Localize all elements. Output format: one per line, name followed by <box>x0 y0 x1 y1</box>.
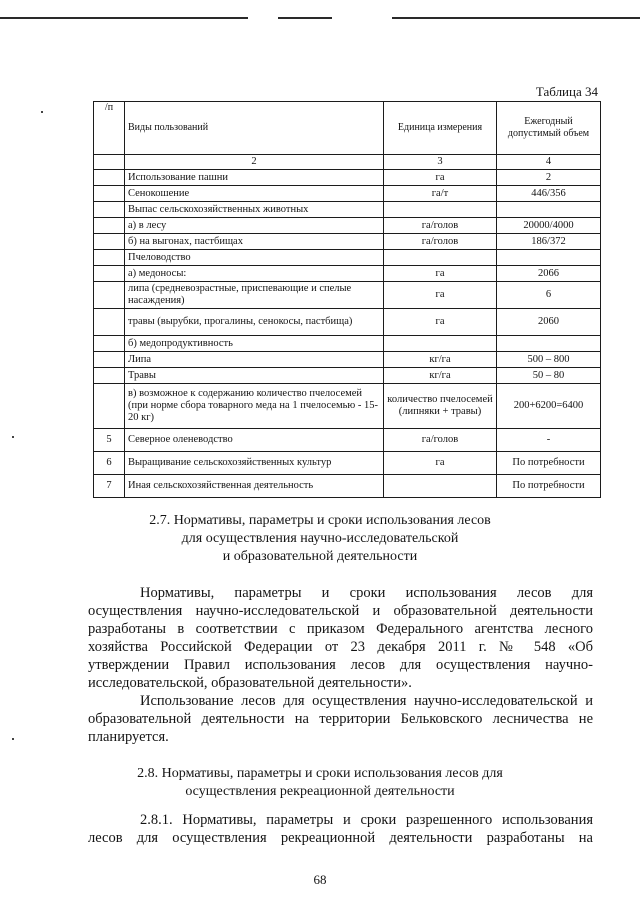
text-line: образовательной деятельности на территории Бельковского лесничества не <box>88 711 593 727</box>
scan-speck <box>12 738 14 740</box>
row-num: 6 <box>94 452 125 475</box>
row-kind: а) в лесу <box>125 218 384 234</box>
scan-edge-gap <box>332 16 392 19</box>
text-line: лесов для осуществления рекреационной деятельности разработаны на <box>88 830 593 846</box>
column-number-cell: 2 <box>125 155 384 170</box>
header-volume: Ежегодный допустимый объем <box>497 102 601 155</box>
row-kind: Выращивание сельскохозяйственных культур <box>125 452 384 475</box>
row-kind: б) на выгонах, пастбищах <box>125 234 384 250</box>
table-row <box>94 186 601 202</box>
row-unit <box>384 250 497 266</box>
header-unit: Единица измерения <box>384 102 497 155</box>
row-volume: 50 – 80 <box>497 368 601 384</box>
column-number-cell: 4 <box>497 155 601 170</box>
row-num <box>94 202 125 218</box>
row-num <box>94 186 125 202</box>
row-kind: а) медоносы: <box>125 266 384 282</box>
row-num <box>94 282 125 309</box>
row-volume: 2060 <box>497 309 601 336</box>
row-unit: га <box>384 170 497 186</box>
row-kind: Сенокошение <box>125 186 384 202</box>
row-volume <box>497 250 601 266</box>
table-row <box>94 475 601 498</box>
page-number: 68 <box>313 872 327 887</box>
row-num: 7 <box>94 475 125 498</box>
row-num <box>94 336 125 352</box>
text-line: 2.8.1. Нормативы, параметры и сроки разрешенного использования <box>140 812 593 828</box>
section-2-8-paragraph-1 <box>88 811 593 847</box>
row-volume: По потребности <box>497 452 601 475</box>
row-volume: 20000/4000 <box>497 218 601 234</box>
text-line: разработаны в соответствии с приказом Федерального агентства лесного <box>88 621 593 637</box>
heading-line: осуществления рекреационной деятельности <box>185 784 455 799</box>
scan-edge-gap <box>248 16 278 19</box>
table-row <box>94 250 601 266</box>
table-row <box>94 336 601 352</box>
table-row <box>94 452 601 475</box>
row-num <box>94 384 125 429</box>
row-kind: травы (вырубки, прогалины, сенокосы, пастбища) <box>125 309 384 336</box>
column-number-row <box>94 155 601 170</box>
row-kind: б) медопродуктивность <box>125 336 384 352</box>
land-use-table <box>93 101 601 498</box>
header-kind: Виды пользований <box>125 102 384 155</box>
table-row <box>94 282 601 309</box>
scan-edge-line <box>0 17 640 19</box>
row-unit: га <box>384 452 497 475</box>
scan-speck <box>41 111 43 113</box>
table-header-row <box>94 102 601 155</box>
row-num <box>94 218 125 234</box>
row-volume: По потребности <box>497 475 601 498</box>
row-kind: Липа <box>125 352 384 368</box>
row-kind: Северное оленеводство <box>125 429 384 452</box>
row-kind: липа (средневозрастные, приспевающие и спелые насаждения) <box>125 282 384 309</box>
row-unit: количество пчелосемей (липняки + травы) <box>384 384 497 429</box>
row-volume: 6 <box>497 282 601 309</box>
heading-line: 2.7. Нормативы, параметры и сроки использования лесов <box>149 513 491 528</box>
text-line: хозяйства Российской Федерации от 23 декабря 2011 г. № 548 «Об <box>88 639 593 655</box>
row-kind: Выпас сельскохозяйственных животных <box>125 202 384 218</box>
row-kind: Пчеловодство <box>125 250 384 266</box>
row-unit: га/голов <box>384 429 497 452</box>
row-unit <box>384 475 497 498</box>
text-line: исследовательской, образовательной деятельности». <box>88 675 412 691</box>
table-row <box>94 234 601 250</box>
row-num: 5 <box>94 429 125 452</box>
row-volume: 2066 <box>497 266 601 282</box>
row-volume <box>497 336 601 352</box>
table-row <box>94 368 601 384</box>
row-unit: га <box>384 266 497 282</box>
row-unit <box>384 336 497 352</box>
row-kind: Иная сельскохозяйственная деятельность <box>125 475 384 498</box>
row-num <box>94 234 125 250</box>
row-volume: 186/372 <box>497 234 601 250</box>
section-2-7-paragraph-1 <box>88 584 593 692</box>
header-num: /п <box>94 102 125 155</box>
table-row <box>94 202 601 218</box>
table-row <box>94 429 601 452</box>
heading-line: и образовательной деятельности <box>222 549 418 564</box>
table-row <box>94 384 601 429</box>
section-2-8-heading <box>0 765 640 801</box>
row-kind: в) возможное к содержанию количество пчелосемей (при норме сбора товарного меда на 1 пчелосемью - 15-20 кг) <box>125 384 384 429</box>
row-volume: - <box>497 429 601 452</box>
text-line: планируется. <box>88 729 169 745</box>
row-num <box>94 368 125 384</box>
row-unit: га <box>384 282 497 309</box>
table-row <box>94 352 601 368</box>
row-num <box>94 352 125 368</box>
row-num <box>94 250 125 266</box>
row-num <box>94 309 125 336</box>
text-line: утверждении Правил использования лесов для осуществления научно- <box>88 657 593 673</box>
row-unit: кг/га <box>384 368 497 384</box>
row-kind: Использование пашни <box>125 170 384 186</box>
column-number-cell: 3 <box>384 155 497 170</box>
row-unit: га/голов <box>384 218 497 234</box>
row-unit <box>384 202 497 218</box>
heading-line: для осуществления научно-исследовательской <box>181 531 459 546</box>
row-unit: кг/га <box>384 352 497 368</box>
row-volume: 446/356 <box>497 186 601 202</box>
row-unit: га/т <box>384 186 497 202</box>
table-row <box>94 266 601 282</box>
row-volume: 2 <box>497 170 601 186</box>
row-num <box>94 170 125 186</box>
row-volume <box>497 202 601 218</box>
section-2-7-heading <box>0 512 640 566</box>
table-caption: Таблица 34 <box>535 84 598 99</box>
column-number-cell <box>94 155 125 170</box>
row-unit: га <box>384 309 497 336</box>
text-line: Использование лесов для осуществления научно-исследовательской и <box>140 693 593 709</box>
row-volume: 200+6200=6400 <box>497 384 601 429</box>
scan-speck <box>12 436 14 438</box>
text-line: Нормативы, параметры и сроки использования лесов для <box>140 585 593 601</box>
table-row <box>94 218 601 234</box>
section-2-7-paragraph-2 <box>88 692 593 746</box>
row-kind: Травы <box>125 368 384 384</box>
text-line: осуществления научно-исследовательской и образовательной деятельности <box>88 603 593 619</box>
row-num <box>94 266 125 282</box>
row-volume: 500 – 800 <box>497 352 601 368</box>
table-row <box>94 170 601 186</box>
row-unit: га/голов <box>384 234 497 250</box>
table-row <box>94 309 601 336</box>
heading-line: 2.8. Нормативы, параметры и сроки использования лесов для <box>137 766 503 781</box>
